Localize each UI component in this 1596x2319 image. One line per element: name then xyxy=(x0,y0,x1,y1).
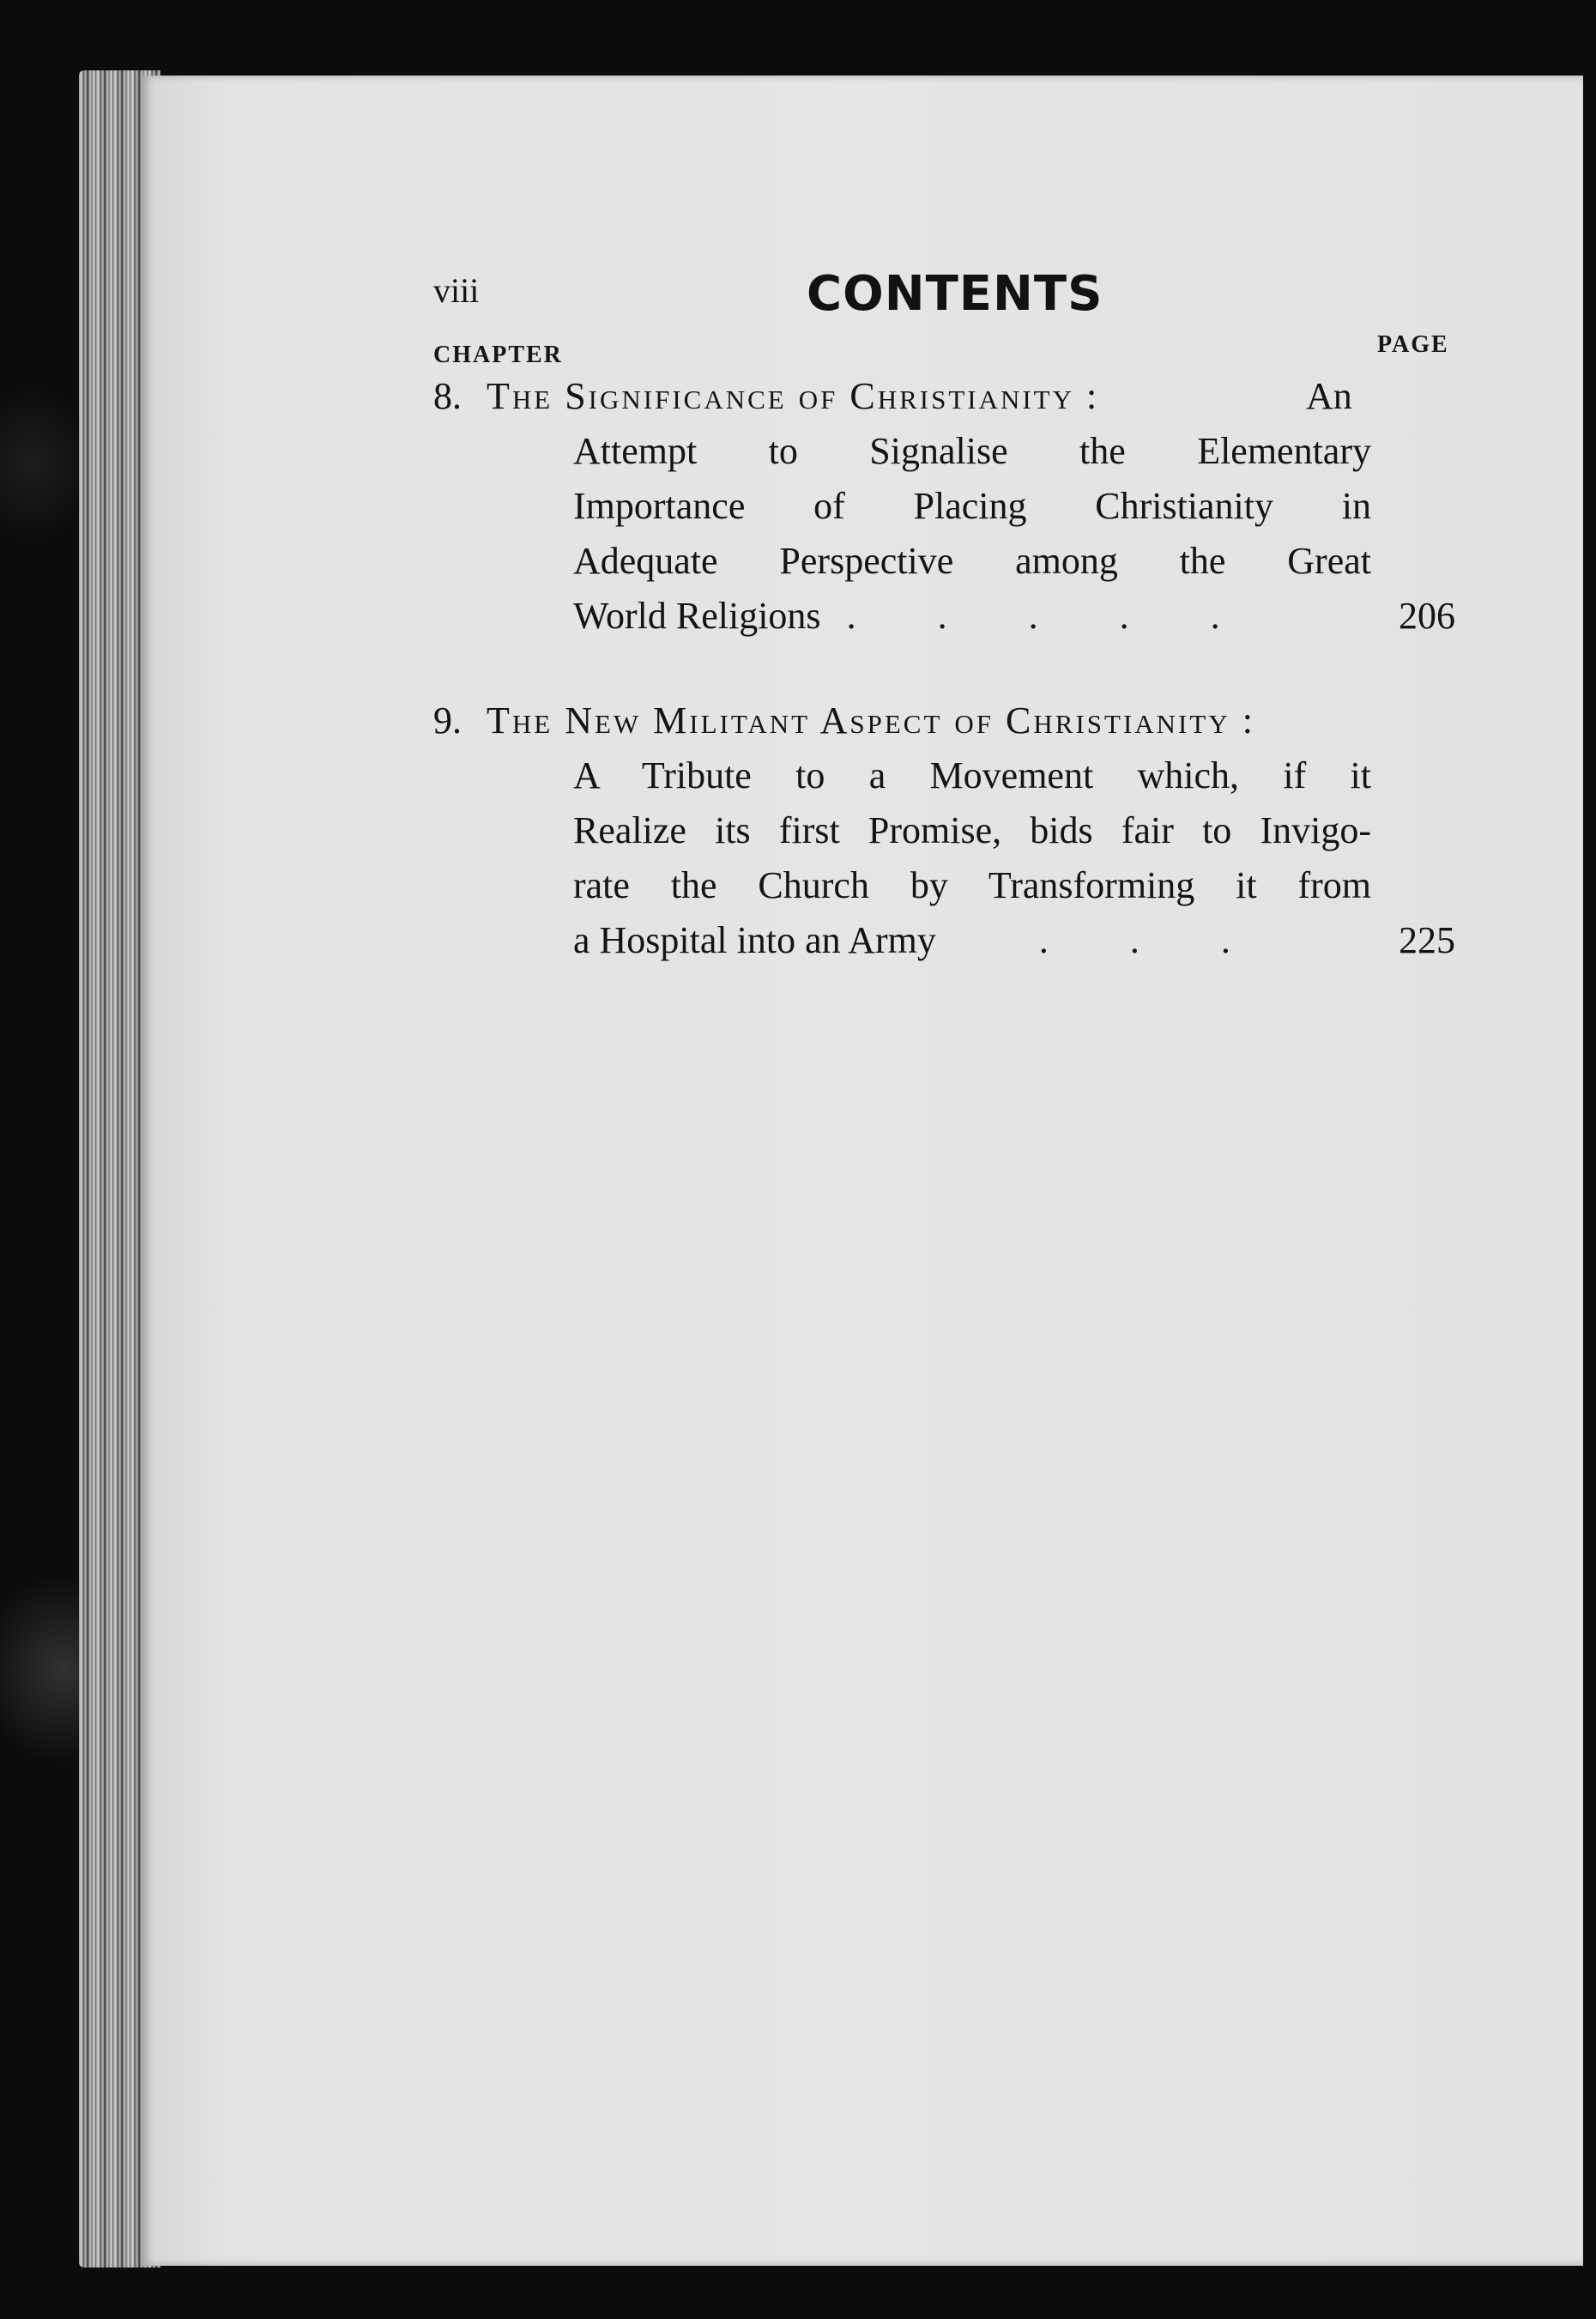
dot-leader: . . . . . xyxy=(846,595,1256,637)
description-line-text: a Hospital into an Army xyxy=(573,919,936,961)
toc-entry xyxy=(433,693,1463,968)
description-line: rate the Church by Transforming it from xyxy=(573,864,1371,906)
toc-entry-heading xyxy=(433,369,1463,424)
chapter-description xyxy=(573,424,1371,644)
chapter-column-heading: CHAPTER xyxy=(433,342,563,368)
page-number: 225 xyxy=(1399,919,1455,961)
page-header xyxy=(433,266,1463,326)
chapter-description xyxy=(573,748,1371,968)
page-column-heading: PAGE xyxy=(1377,331,1449,358)
description-line-last xyxy=(573,589,1371,644)
description-line-last xyxy=(573,913,1371,968)
chapter-number: 9. xyxy=(433,699,462,742)
description-line: Attempt to Signalise the Elementary xyxy=(573,430,1371,472)
chapter-title-tail: An xyxy=(1306,375,1352,417)
description-line-text: World Religions xyxy=(573,595,821,637)
description-line: Adequate Perspective among the Great xyxy=(573,540,1371,582)
page-title: CONTENTS xyxy=(807,266,1103,322)
chapter-number: 8. xyxy=(433,375,462,417)
chapter-title: The Significance of Christianity : xyxy=(487,375,1100,417)
dot-leader: . . . xyxy=(1038,919,1267,961)
description-line: Importance of Placing Christianity in xyxy=(573,485,1371,527)
toc-entry-heading xyxy=(433,693,1463,748)
toc-entry xyxy=(433,369,1463,644)
page-number: 206 xyxy=(1399,595,1455,637)
description-line: A Tribute to a Movement which, if it xyxy=(573,754,1371,796)
chapter-title: The New Militant Aspect of Christianity : xyxy=(487,699,1255,742)
description-line: Realize its first Promise, bids fair to Invigo- xyxy=(573,809,1371,851)
folio-number: viii xyxy=(433,271,480,310)
